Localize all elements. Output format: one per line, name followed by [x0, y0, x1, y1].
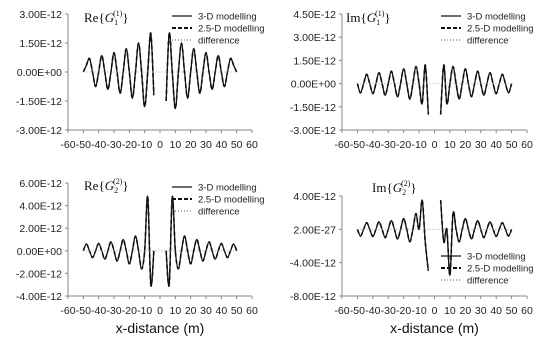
y-tick-label: -2.00E-12 [15, 268, 62, 281]
legend [441, 12, 534, 47]
y-tick-label: 1.50E-12 [293, 55, 336, 68]
x-tick-label: -20 [121, 305, 137, 317]
panel-title: $Im\{G_2(2)\}$ [372, 179, 417, 197]
x-tick-label: -60 [334, 139, 350, 151]
x-tick-label: 50 [505, 305, 518, 317]
x-tick-label: -60 [60, 305, 76, 317]
series-3d-curve-left [83, 196, 154, 286]
y-tick-label: -1.50E-12 [289, 101, 336, 114]
y-tick-label: -8.00E-12 [289, 291, 336, 303]
x-tick-label: 20 [459, 139, 472, 151]
x-tick-label: -50 [75, 139, 91, 151]
x-tick-label: -30 [106, 139, 122, 151]
y-tick-label: 6.00E-12 [19, 178, 62, 190]
legend-label: 2.5-D modelling [198, 23, 265, 35]
legend [172, 12, 265, 47]
legend-label: 3-D modelling [198, 11, 257, 23]
x-tick-label: 30 [200, 139, 212, 151]
x-tick-label: 20 [184, 305, 197, 317]
y-tick-label: 3.00E-12 [293, 32, 336, 45]
x-tick-label: -30 [380, 139, 396, 151]
y-tick-label: 2.00E-27 [293, 224, 336, 237]
y-tick-label: 0.00E+00 [16, 245, 62, 258]
x-tick-label: 10 [444, 305, 456, 317]
y-tick-label: 0.00E+00 [16, 67, 62, 79]
x-tick-label: -40 [365, 139, 381, 151]
x-tick-label: 40 [490, 305, 503, 317]
x-tick-label: -40 [365, 305, 381, 317]
legend-label: 3-D modelling [467, 11, 526, 23]
x-tick-label: -60 [334, 305, 350, 317]
y-tick-label: 1.50E-12 [19, 38, 62, 50]
x-tick-label: -40 [91, 139, 107, 151]
x-tick-label: 40 [215, 305, 228, 317]
legend-label: difference [198, 35, 240, 47]
x-tick-label: 10 [444, 139, 456, 151]
y-tick-label: 2.00E-12 [19, 223, 62, 236]
x-tick-label: 60 [521, 139, 533, 151]
legend-label: difference [467, 275, 509, 287]
y-tick-label: 4.00E-12 [293, 191, 336, 203]
series-2p5d-curve-right [441, 65, 512, 115]
x-tick-label: -10 [137, 139, 153, 151]
series-2p5d-curve-left [83, 33, 154, 107]
x-tick-label: 50 [505, 139, 518, 151]
y-tick-label: 3.00E-12 [19, 9, 62, 21]
x-tick-label: 0 [431, 139, 438, 151]
series-2p5d-curve-left [83, 196, 154, 286]
x-tick-label: 40 [215, 139, 228, 151]
legend-label: 2.5-D modelling [467, 23, 534, 35]
legend [441, 252, 534, 287]
x-tick-label: -50 [349, 305, 366, 317]
x-tick-label: 30 [474, 139, 487, 151]
x-tick-label: 10 [169, 139, 182, 151]
x-tick-label: 30 [474, 305, 487, 317]
chart-panel-2 [290, 9, 534, 151]
x-axis-label: x-distance (m) [115, 320, 205, 336]
x-tick-label: -10 [411, 305, 427, 317]
x-tick-label: 60 [521, 305, 533, 317]
x-tick-label: -40 [91, 305, 107, 317]
y-tick-label: 4.50E-12 [293, 9, 336, 21]
chart-panel-3 [16, 177, 265, 336]
x-tick-label: 0 [157, 139, 163, 151]
x-tick-label: -30 [106, 305, 122, 317]
legend-label: difference [198, 206, 240, 218]
x-tick-label: -60 [60, 139, 76, 151]
x-tick-label: -30 [380, 305, 396, 317]
legend-label: 2.5-D modelling [198, 194, 265, 206]
y-tick-label: -4.00E-12 [15, 291, 62, 303]
legend [172, 183, 265, 218]
panel-title: $Re\{G_1(1)\}$ [84, 9, 129, 27]
y-tick-label: -1.50E-12 [15, 96, 62, 108]
x-tick-label: 20 [184, 139, 197, 151]
chart-panel-1 [16, 9, 265, 151]
x-tick-label: 10 [169, 305, 182, 317]
x-tick-label: 50 [230, 139, 243, 151]
legend-label: 2.5-D modelling [467, 263, 534, 275]
y-tick-label: -3.00E-12 [289, 125, 336, 137]
x-tick-label: 60 [246, 305, 258, 317]
x-tick-label: -50 [75, 305, 91, 317]
x-tick-label: -50 [349, 139, 366, 151]
series-2p5d-curve-left [357, 65, 428, 115]
legend-label: difference [467, 35, 509, 47]
y-tick-label: 4.00E-12 [19, 200, 62, 213]
x-tick-label: -20 [121, 139, 137, 151]
y-tick-label: -4.00E-12 [289, 257, 336, 270]
chart-panel-4 [290, 179, 534, 336]
legend-label: 3-D modelling [467, 251, 526, 263]
y-tick-label: -3.00E-12 [15, 125, 62, 137]
series-3d-curve-left [357, 200, 428, 271]
y-tick-label: 0.00E+00 [290, 78, 336, 91]
x-axis-label: x-distance (m) [390, 320, 479, 336]
panel-title: $Im\{G_1(1)\}$ [346, 9, 391, 27]
series-2p5d-curve-left [357, 200, 428, 271]
panel-title: $Re\{G_2(2)\}$ [84, 177, 129, 195]
x-tick-label: -10 [137, 305, 153, 317]
x-tick-label: -20 [396, 305, 412, 317]
x-tick-label: 0 [431, 305, 438, 317]
x-tick-label: -20 [396, 139, 412, 151]
x-tick-label: 0 [157, 305, 163, 317]
x-tick-label: 20 [459, 305, 472, 317]
x-tick-label: 60 [246, 139, 258, 151]
x-tick-label: 30 [200, 305, 212, 317]
legend-label: 3-D modelling [198, 182, 257, 194]
x-tick-label: 50 [230, 305, 243, 317]
x-tick-label: 40 [490, 139, 503, 151]
x-tick-label: -10 [411, 139, 427, 151]
